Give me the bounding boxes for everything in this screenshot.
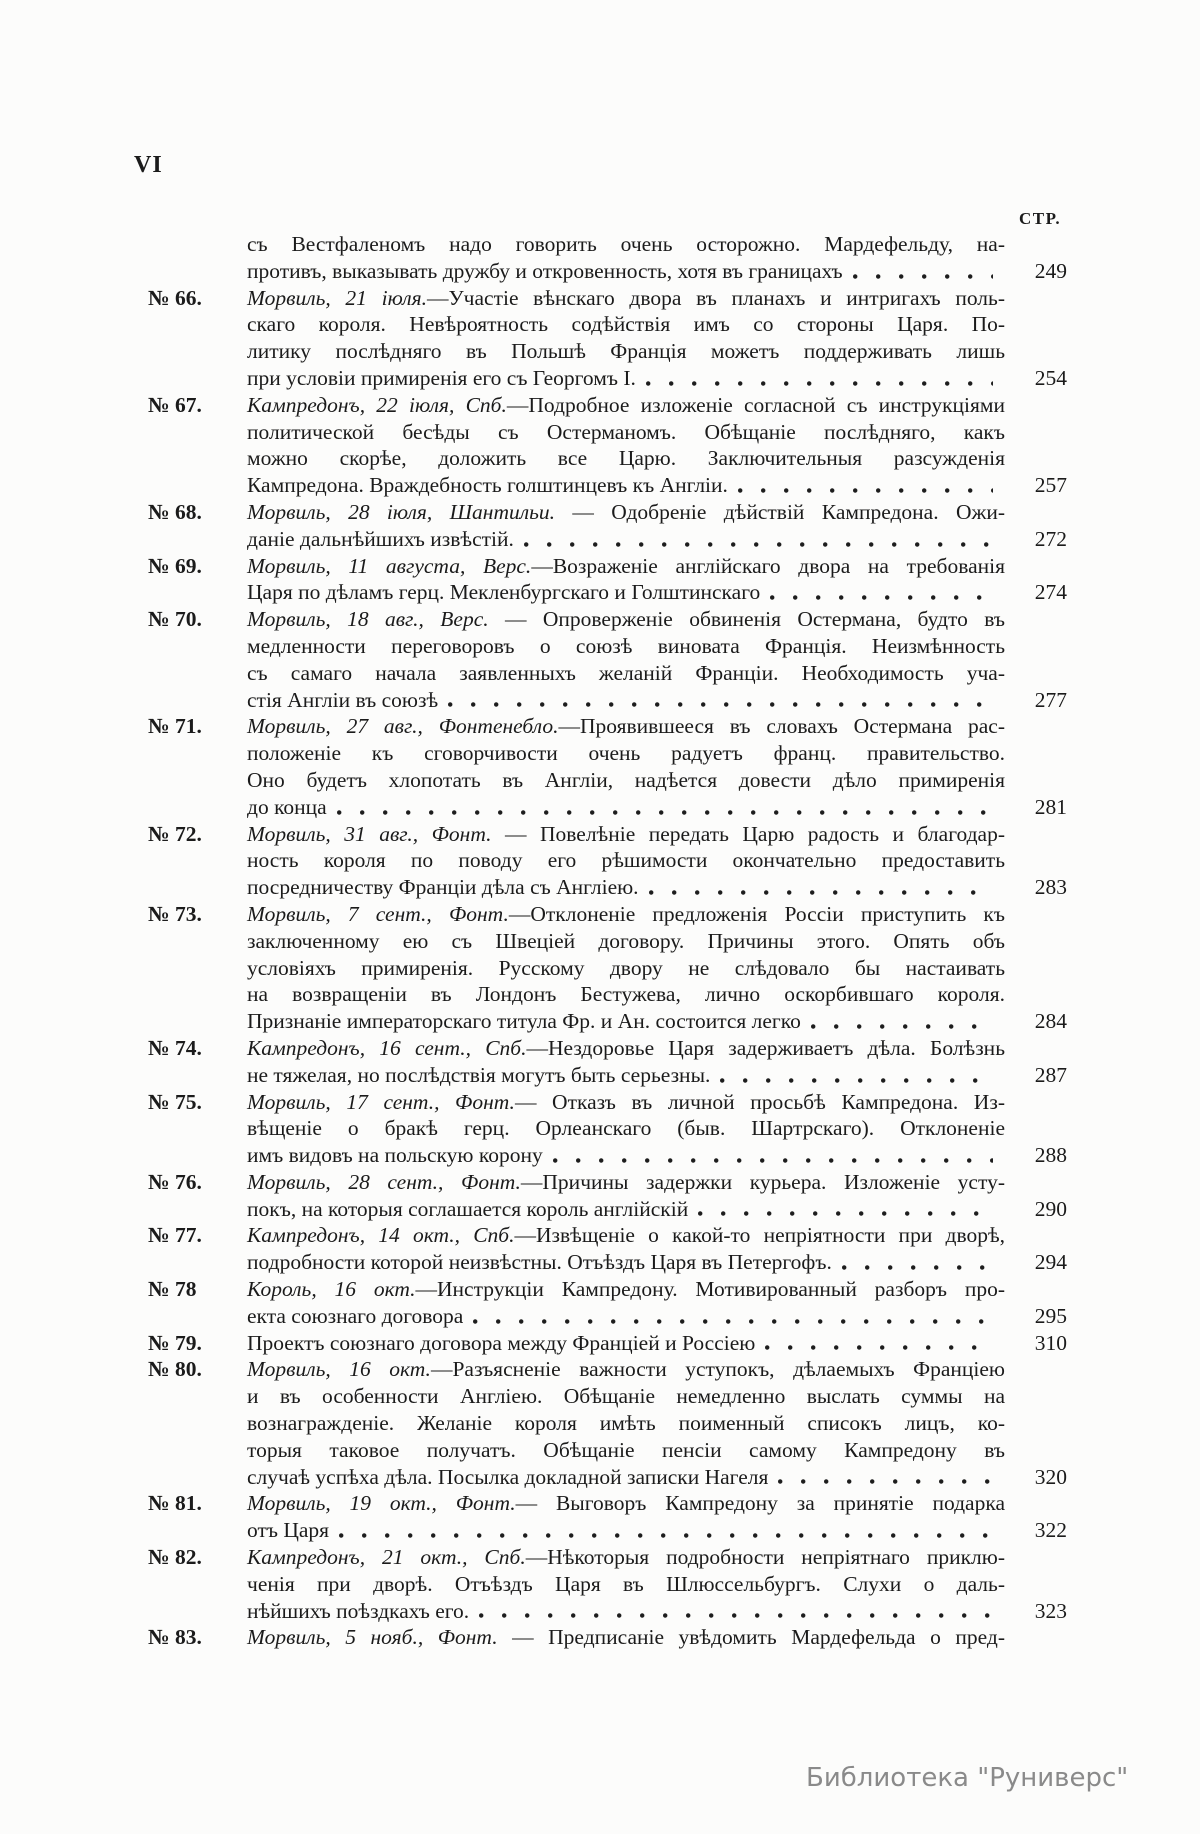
entry-text: политической бесѣды съ Остерманомъ. Обѣщаніе послѣдняго, какъ [247, 419, 1005, 444]
entry-text: нѣйшихъ поѣздкахъ его. [247, 1598, 470, 1623]
toc-line [148, 821, 1067, 848]
toc-entry [148, 553, 1067, 607]
entry-text: ность короля по поводу его рѣшимости окончательно предоставить [247, 848, 1005, 873]
entry-text: — Опроверженіе обвиненія Остермана, будто въ [488, 607, 1005, 632]
toc-line-text [247, 847, 1005, 874]
entry-page-number: 284 [1034, 1009, 1067, 1034]
dot-leader [327, 794, 1005, 821]
toc-line [148, 1410, 1067, 1437]
toc-line-text [247, 633, 1005, 660]
toc-line [148, 499, 1067, 526]
entry-text: —Нездоровье Царя задерживаетъ дѣла. Болѣзнь [526, 1035, 1005, 1060]
toc-entry [148, 901, 1067, 1035]
toc-line-text [247, 1035, 1005, 1062]
entry-text: —Проявившееся въ словахъ Остермана рас- [558, 714, 1005, 739]
toc-line-text [247, 1571, 1005, 1598]
toc-line-text [247, 1517, 329, 1544]
toc-line [148, 419, 1067, 446]
entry-heading: Морвиль, 28 іюля, Шантильи. [247, 499, 556, 524]
toc-line [148, 1437, 1067, 1464]
entry-number: № 82. [148, 1545, 202, 1570]
entry-text: при условіи примиренія его съ Георгомъ I. [247, 365, 636, 390]
toc-entry [148, 231, 1067, 285]
toc-line [148, 579, 1067, 606]
toc-line [148, 472, 1067, 499]
entry-page-number: 272 [1034, 526, 1067, 551]
entry-heading: Морвиль, 27 авг., Фонтенебло. [247, 714, 559, 739]
dot-leader [768, 1464, 1005, 1491]
toc-line-text [247, 901, 1005, 928]
toc-line [148, 526, 1067, 553]
entry-text: до конца [247, 794, 327, 819]
toc-line-text [247, 285, 1005, 312]
entry-text: —Разъясненіе важности уступокъ, дѣлаемыхъ Франціею [430, 1357, 1005, 1382]
toc-line-text [247, 311, 1005, 338]
page-column-header: СТР. [1019, 209, 1062, 228]
toc-line [148, 1142, 1067, 1169]
toc-line [148, 231, 1067, 258]
toc-line-text [247, 1410, 1005, 1437]
entry-page-number: 310 [1034, 1330, 1067, 1355]
entry-text: Проектъ союзнаго договора между Франціей и Россіею [247, 1330, 756, 1355]
entry-page-number: 295 [1034, 1303, 1067, 1328]
entry-text: — Повелѣніе передать Царю радость и благодар- [491, 821, 1005, 846]
entry-text: подробности которой неизвѣстны. Отъѣздъ Царя въ Петергофъ. [247, 1250, 832, 1275]
entry-text: скаго короля. Невѣроятность содѣйствія имъ со стороны Царя. По- [247, 312, 1005, 337]
entry-text: торыя таковое получатъ. Обѣщаніе пенсіи самому Кампредону въ [247, 1437, 1005, 1462]
toc-line-text [247, 1249, 832, 1276]
toc-line [148, 1571, 1067, 1598]
toc-entry [148, 392, 1067, 499]
entry-page-number: 320 [1034, 1464, 1067, 1489]
entry-page-number: 287 [1034, 1062, 1067, 1087]
toc-line [148, 311, 1067, 338]
entry-text: не тяжелая, но послѣдствія могутъ быть серьезны. [247, 1062, 711, 1087]
entry-heading: Морвиль, 31 авг., Фонт. [247, 821, 492, 846]
entry-text: даніе дальнѣйшихъ извѣстій. [247, 526, 514, 551]
toc-line-text [247, 821, 1005, 848]
toc-entry [148, 713, 1067, 820]
entry-text: съ самаго начала заявленныхъ желаній Франціи. Необходимость уча- [247, 660, 1005, 685]
entry-heading: Кампредонъ, 22 іюля, Спб. [247, 392, 507, 417]
toc-line [148, 874, 1067, 901]
toc-line [148, 1517, 1067, 1544]
entry-number: № 68. [148, 499, 202, 524]
toc-line [148, 285, 1067, 312]
entry-number: № 71. [148, 714, 202, 739]
toc-line-text [247, 874, 639, 901]
entry-text: — Предписаніе увѣдомить Мардефельда о пред- [497, 1625, 1005, 1650]
entry-text: и въ особенности Англіею. Обѣщаніе немедленно выслать суммы на [247, 1384, 1005, 1409]
toc-line-text [247, 472, 728, 499]
toc-line [148, 1008, 1067, 1035]
dot-leader [728, 472, 1005, 499]
dot-leader [463, 1303, 1005, 1330]
entry-text: Оно будетъ хлопотать въ Англіи, надѣется довести дѣло примиренія [247, 767, 1005, 792]
entry-text: случаѣ успѣха дѣла. Посылка докладной записки Нагеля [247, 1464, 769, 1489]
toc-line [148, 1544, 1067, 1571]
dot-leader [514, 526, 1005, 553]
toc-line [148, 1249, 1067, 1276]
toc-entry [148, 1169, 1067, 1223]
toc-entry [148, 1222, 1067, 1276]
toc-line [148, 1624, 1067, 1651]
entry-text: ченія при дворѣ. Отъѣздъ Царя въ Шлюссельбургъ. Слухи о даль- [247, 1571, 1005, 1596]
entry-text: —Участіе вѣнскаго двора въ планахъ и интригахъ поль- [426, 285, 1005, 310]
entry-number: № 72. [148, 821, 202, 846]
toc-line [148, 1464, 1067, 1491]
toc-line-text [247, 981, 1005, 1008]
entry-number: № 79. [148, 1330, 202, 1355]
entry-number: № 78 [148, 1277, 197, 1302]
toc-line [148, 1330, 1067, 1357]
toc-line-text [247, 1169, 1005, 1196]
toc-line-text [247, 1383, 1005, 1410]
page-number-roman: VI [134, 152, 163, 178]
entry-page-number: 323 [1034, 1598, 1067, 1623]
dot-leader [710, 1062, 1005, 1089]
entry-text: —Возраженіе англійскаго двора на требованія [531, 553, 1005, 578]
table-of-contents [148, 231, 1067, 1651]
entry-number: № 69. [148, 553, 202, 578]
toc-line-text [247, 1356, 1005, 1383]
toc-line [148, 687, 1067, 714]
toc-line [148, 847, 1067, 874]
entry-text: литику послѣдняго въ Польшѣ Франція можетъ поддерживать лишь [247, 339, 1005, 364]
entry-text: — Отказъ въ личной просьбѣ Кампредона. Из- [514, 1089, 1005, 1114]
entry-number: № 83. [148, 1625, 202, 1650]
dot-leader [688, 1196, 1005, 1223]
dot-leader [639, 874, 1005, 901]
entry-text: медленности переговоровъ о союзѣ виновата Франція. Неизмѣнность [247, 633, 1005, 658]
entry-text: вѣщеніе о бракѣ герц. Орлеанскаго (быв. Шартрскаго). Отклоненіе [247, 1116, 1005, 1141]
toc-line [148, 1303, 1067, 1330]
toc-entry [148, 1624, 1067, 1651]
toc-line [148, 606, 1067, 633]
toc-line-text [247, 740, 1005, 767]
toc-entry [148, 1089, 1067, 1169]
entry-heading: Король, 16 окт. [247, 1277, 416, 1302]
toc-line-text [247, 660, 1005, 687]
entry-number: № 73. [148, 901, 202, 926]
dot-leader [801, 1008, 1005, 1035]
dot-leader [438, 687, 1005, 714]
toc-line [148, 258, 1067, 285]
toc-line-text [247, 928, 1005, 955]
entry-heading: Морвиль, 17 сент., Фонт. [247, 1089, 515, 1114]
toc-line-text [247, 579, 760, 606]
entry-heading: Морвиль, 19 окт., Фонт. [247, 1491, 516, 1516]
toc-line [148, 1035, 1067, 1062]
toc-line [148, 445, 1067, 472]
entry-page-number: 283 [1034, 875, 1067, 900]
toc-entry [148, 1276, 1067, 1330]
entry-page-number: 290 [1034, 1196, 1067, 1221]
toc-line-text [247, 1598, 469, 1625]
entry-text: стія Англіи въ союзѣ [247, 687, 439, 712]
toc-line-text [247, 1008, 801, 1035]
entry-text: Кампредона. Враждебность голштинцевъ къ Англіи. [247, 473, 728, 498]
dot-leader [755, 1330, 1005, 1357]
toc-line [148, 365, 1067, 392]
entry-text: вознагражденіе. Желаніе короля имѣть поименный списокъ лицъ, ко- [247, 1411, 1005, 1436]
entry-page-number: 294 [1034, 1250, 1067, 1275]
toc-line-text [247, 365, 636, 392]
entry-text: — Одобреніе дѣйствій Кампредона. Ожи- [555, 499, 1005, 524]
toc-line-text [247, 794, 327, 821]
toc-line [148, 1222, 1067, 1249]
toc-entry [148, 606, 1067, 713]
toc-entry [148, 821, 1067, 901]
toc-line [148, 1598, 1067, 1625]
toc-line [148, 1115, 1067, 1142]
entry-heading: Морвиль, 16 окт. [247, 1357, 431, 1382]
toc-line-text [247, 767, 1005, 794]
entry-heading: Морвиль, 7 сент., Фонт. [247, 901, 509, 926]
toc-line-text [247, 1222, 1005, 1249]
entry-text: екта союзнаго договора [247, 1303, 464, 1328]
toc-line [148, 633, 1067, 660]
toc-entry [148, 1356, 1067, 1490]
toc-line [148, 1356, 1067, 1383]
entry-text: —Извѣщеніе о какой-то непріятности при дворѣ, [514, 1223, 1005, 1248]
dot-leader [843, 258, 1005, 285]
toc-line [148, 1089, 1067, 1116]
entry-page-number: 277 [1034, 687, 1067, 712]
entry-page-number: 281 [1034, 794, 1067, 819]
toc-line-text [247, 445, 1005, 472]
toc-line [148, 928, 1067, 955]
toc-line [148, 1196, 1067, 1223]
entry-text: Царя по дѣламъ герц. Мекленбургскаго и Голштинскаго [247, 580, 761, 605]
entry-text: —Подробное изложеніе согласной съ инструкціями [506, 392, 1006, 417]
entry-text: заключенному ею съ Швеціей договору. Причины этого. Опять объ [247, 928, 1005, 953]
toc-line [148, 794, 1067, 821]
toc-line [148, 955, 1067, 982]
entry-number: № 67. [148, 392, 202, 417]
entry-text: —Причины задержки курьера. Изложеніе усту- [520, 1169, 1005, 1194]
toc-line [148, 767, 1067, 794]
toc-line [148, 392, 1067, 419]
toc-line [148, 1383, 1067, 1410]
toc-line-text [247, 606, 1005, 633]
entry-text: посредничеству Франціи дѣла съ Англіею. [247, 875, 639, 900]
toc-line [148, 1169, 1067, 1196]
entry-page-number: 322 [1034, 1518, 1067, 1543]
entry-heading: Морвиль, 11 августа, Верс. [247, 553, 532, 578]
dot-leader [329, 1517, 1005, 1544]
entry-text: покъ, на которыя соглашается король англійскій [247, 1196, 689, 1221]
entry-text: на возвращеніи въ Лондонъ Бестужева, лично оскорбившаго короля. [247, 982, 1005, 1007]
entry-text: можно скорѣе, доложить все Царю. Заключительныя разсужденія [247, 446, 1005, 471]
entry-text: Признаніе императорскаго титула Фр. и Ан. состоится легко [247, 1009, 801, 1034]
dot-leader [469, 1598, 1005, 1625]
toc-line-text [247, 1544, 1005, 1571]
toc-line [148, 981, 1067, 1008]
dot-leader [760, 579, 1005, 606]
toc-line-text [247, 1303, 463, 1330]
entry-text: —Отклоненіе предложенія Россіи приступить къ [508, 901, 1005, 926]
toc-line-text [247, 1624, 1005, 1651]
entry-page-number: 274 [1034, 580, 1067, 605]
toc-line-text [247, 392, 1005, 419]
toc-entry [148, 499, 1067, 553]
toc-line [148, 1490, 1067, 1517]
entry-page-number: 257 [1034, 473, 1067, 498]
entry-text: отъ Царя [247, 1518, 330, 1543]
toc-line [148, 660, 1067, 687]
entry-page-number: 249 [1034, 258, 1067, 283]
entry-text: имъ видовъ на польскую корону [247, 1143, 543, 1168]
entry-number: № 80. [148, 1357, 202, 1382]
library-watermark: Библиотека "Руниверс" [806, 1763, 1129, 1793]
entry-heading: Морвиль, 18 авг., Верс. [247, 607, 489, 632]
dot-leader [636, 365, 1005, 392]
toc-line-text [247, 338, 1005, 365]
toc-line [148, 338, 1067, 365]
toc-line-text [247, 1062, 710, 1089]
toc-line [148, 1276, 1067, 1303]
toc-line-text [247, 526, 514, 553]
entry-number: № 66. [148, 285, 202, 310]
entry-heading: Морвиль, 21 іюля. [247, 285, 427, 310]
toc-line-text [247, 231, 1005, 258]
entry-heading: Морвиль, 5 нояб., Фонт. [247, 1625, 498, 1650]
dot-leader [543, 1142, 1005, 1169]
toc-line [148, 901, 1067, 928]
entry-heading: Кампредонъ, 14 окт., Спб. [247, 1223, 515, 1248]
toc-line-text [247, 713, 1005, 740]
entry-number: № 76. [148, 1169, 202, 1194]
toc-line-text [247, 499, 1005, 526]
toc-line-text [247, 1490, 1005, 1517]
toc-line-text [247, 1115, 1005, 1142]
toc-entry [148, 285, 1067, 392]
entry-number: № 77. [148, 1223, 202, 1248]
toc-entry [148, 1035, 1067, 1089]
entry-text: съ Вестфаленомъ надо говорить очень осторожно. Мардефельду, на- [247, 232, 1005, 256]
toc-line [148, 1062, 1067, 1089]
toc-line [148, 740, 1067, 767]
toc-line-text [247, 1330, 755, 1357]
entry-page-number: 254 [1034, 365, 1067, 390]
entry-number: № 75. [148, 1089, 202, 1114]
toc-entry [148, 1330, 1067, 1357]
toc-line-text [247, 1437, 1005, 1464]
toc-line-text [247, 1142, 543, 1169]
toc-line [148, 713, 1067, 740]
toc-line-text [247, 687, 438, 714]
toc-line-text [247, 1276, 1005, 1303]
entry-number: № 81. [148, 1491, 202, 1516]
entry-text: положеніе къ сговорчивости очень радуетъ франц. правительство. [247, 741, 1005, 766]
entry-text: — Выговоръ Кампредону за принятіе подарка [515, 1491, 1006, 1516]
toc-line-text [247, 258, 843, 285]
toc-line-text [247, 1089, 1005, 1116]
toc-line-text [247, 553, 1005, 580]
toc-line [148, 553, 1067, 580]
toc-line-text [247, 419, 1005, 446]
entry-number: № 70. [148, 607, 202, 632]
toc-entry [148, 1544, 1067, 1624]
toc-entry [148, 1490, 1067, 1544]
entry-heading: Кампредонъ, 21 окт., Спб. [247, 1545, 526, 1570]
entry-text: —Инструкціи Кампредону. Мотивированный разборъ про- [415, 1277, 1005, 1302]
entry-text: условіяхъ примиренія. Русскому двору не слѣдовало бы настаивать [247, 955, 1005, 980]
entry-heading: Кампредонъ, 16 сент., Спб. [247, 1035, 527, 1060]
toc-line-text [247, 1464, 768, 1491]
toc-line-text [247, 955, 1005, 982]
entry-heading: Морвиль, 28 сент., Фонт. [247, 1169, 521, 1194]
entry-text: противъ, выказывать дружбу и откровенность, хотя въ границахъ [247, 258, 843, 283]
entry-page-number: 288 [1034, 1143, 1067, 1168]
entry-number: № 74. [148, 1035, 202, 1060]
toc-line-text [247, 1196, 688, 1223]
entry-text: —Нѣкоторыя подробности непріятнаго приклю- [525, 1545, 1005, 1570]
dot-leader [832, 1249, 1005, 1276]
